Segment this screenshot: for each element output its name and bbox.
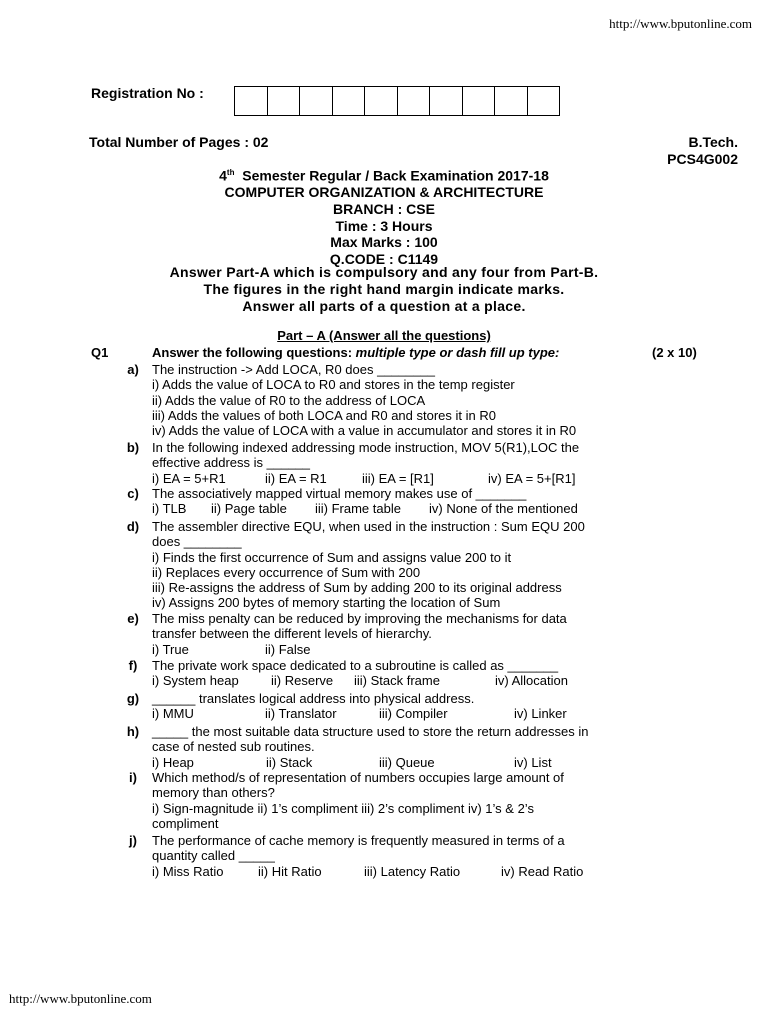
item-body: [152, 611, 632, 657]
option: iv) List: [514, 754, 552, 770]
option: iii) Compiler: [379, 706, 448, 722]
options-row: [152, 642, 632, 657]
item-label: a): [127, 362, 139, 377]
option: iv) None of the mentioned: [429, 501, 578, 517]
option: iii) Frame table: [315, 501, 401, 517]
option: iv) Linker: [514, 706, 567, 722]
option: ii) Stack: [266, 754, 313, 770]
item-line: Which method/s of representation of numbers occupies large amount of: [152, 770, 564, 785]
semester-line: [0, 165, 768, 184]
option: i) EA = 5+R1: [152, 470, 226, 486]
item-label: j): [129, 833, 137, 848]
option: iv) Read Ratio: [501, 863, 584, 879]
item-body: [152, 519, 632, 611]
item-line: The performance of cache memory is frequently measured in terms of a: [152, 833, 565, 848]
option: iv) Allocation: [495, 673, 568, 689]
option: iii) EA = [R1]: [362, 470, 434, 486]
item-body: [152, 658, 632, 689]
item-line: i) Finds the first occurrence of Sum and assigns value 200 to it: [152, 549, 512, 565]
option: iii) Stack frame: [354, 673, 440, 689]
semester-number: 4: [219, 167, 227, 184]
options-row: [152, 471, 632, 486]
item-line: quantity called _____: [152, 848, 275, 864]
item-line: case of nested sub routines.: [152, 739, 315, 755]
item-label: d): [126, 519, 140, 534]
item-line: iii) Adds the values of both LOCA and R0 and stores it in R0: [152, 407, 496, 423]
question-text-italic: multiple type or dash fill up type:: [355, 345, 560, 360]
option: i) TLB: [152, 501, 187, 517]
item-label: f): [128, 658, 138, 673]
question-text: [152, 345, 559, 360]
max-marks: Max Marks : 100: [330, 234, 438, 251]
degree-block: [667, 134, 738, 168]
semester-text: Semester Regular / Back Examination 2017-18: [242, 167, 549, 184]
semester-suffix: th: [226, 168, 235, 177]
option: iv) EA = 5+[R1]: [488, 470, 576, 486]
item-body: [152, 724, 632, 770]
course-title: COMPUTER ORGANIZATION & ARCHITECTURE: [224, 184, 544, 201]
question-marks: (2 x 10): [652, 345, 697, 360]
instruction-line: Answer all parts of a question at a place.: [242, 298, 526, 314]
options-row: [152, 501, 632, 516]
item-line: effective address is ______: [152, 455, 311, 471]
registration-digit-box: [463, 87, 496, 115]
item-line: iv) Adds the value of LOCA with a value in accumulator and stores it in R0: [152, 423, 577, 439]
registration-digit-box: [528, 87, 560, 115]
option: ii) Page table: [211, 501, 287, 517]
part-a-title-text: Part – A (Answer all the questions): [277, 328, 491, 343]
item-body: [152, 440, 632, 486]
question-text-plain: Answer the following questions:: [152, 345, 356, 360]
question-code: Q.CODE : C1149: [329, 251, 439, 268]
options-row: [152, 673, 632, 688]
option: ii) False: [265, 641, 311, 657]
item-line: The instruction -> Add LOCA, R0 does ________: [152, 362, 435, 377]
item-label: b): [126, 440, 140, 455]
option: i) Miss Ratio: [152, 863, 224, 879]
option: i) Heap: [152, 754, 194, 770]
item-line: iv) Assigns 200 bytes of memory starting the location of Sum: [152, 595, 501, 611]
option: ii) Reserve: [271, 673, 334, 689]
exam-header: [0, 165, 768, 268]
item-label: g): [126, 691, 140, 706]
item-line: i) Sign-magnitude ii) 1’s compliment iii) 2’s compliment iv) 1’s & 2’s: [152, 800, 534, 816]
registration-digit-box: [365, 87, 398, 115]
registration-digit-box: [398, 87, 431, 115]
time: Time : 3 Hours: [335, 217, 433, 234]
item-body: [152, 833, 632, 879]
item-line: does ________: [152, 534, 242, 550]
instruction-line: Answer Part-A which is compulsory and any four from Part-B.: [169, 264, 599, 280]
option: iii) Latency Ratio: [364, 863, 461, 879]
options-row: [152, 706, 632, 721]
item-line: In the following indexed addressing mode instruction, MOV 5(R1),LOC the: [152, 440, 580, 455]
item-line: compliment: [152, 815, 219, 831]
options-row: [152, 755, 632, 770]
item-label: i): [129, 770, 137, 785]
item-line: ii) Replaces every occurrence of Sum with 200: [152, 564, 421, 580]
item-line: The assembler directive EQU, when used in the instruction : Sum EQU 200: [152, 519, 585, 534]
item-body: [152, 691, 632, 722]
watermark-url-top: http://www.bputonline.com: [609, 16, 752, 31]
option: ii) Hit Ratio: [258, 863, 322, 879]
item-body: [152, 362, 632, 438]
instruction-line: The figures in the right hand margin indicate marks.: [203, 281, 565, 297]
item-body: [152, 486, 632, 517]
total-pages: Total Number of Pages : 02: [89, 134, 269, 150]
registration-label: Registration No :: [91, 85, 204, 101]
watermark-url-bottom: http://www.bputonline.com: [9, 991, 152, 1006]
item-line: memory than others?: [152, 785, 275, 801]
registration-digit-box: [268, 87, 301, 115]
item-body: [152, 770, 632, 831]
option: i) True: [152, 641, 189, 657]
item-label: e): [127, 611, 139, 626]
question-number: Q1: [91, 345, 109, 360]
subject-code: PCS4G002: [667, 151, 738, 167]
registration-digit-box: [235, 87, 268, 115]
item-line: The private work space dedicated to a subroutine is called as _______: [152, 658, 559, 673]
item-line: transfer between the different levels of hierarchy.: [152, 626, 432, 642]
option: i) MMU: [152, 706, 194, 722]
option: i) System heap: [152, 673, 239, 689]
option: ii) Translator: [265, 706, 337, 722]
part-a-title: [0, 328, 768, 343]
branch: BRANCH : CSE: [333, 201, 435, 218]
item-line: _____ the most suitable data structure used to store the return addresses in: [152, 724, 589, 739]
item-label: h): [126, 724, 140, 739]
instructions: [0, 264, 768, 315]
registration-digit-box: [333, 87, 366, 115]
degree: B.Tech.: [688, 134, 738, 150]
options-row: [152, 864, 632, 879]
registration-digit-box: [300, 87, 333, 115]
item-line: i) Adds the value of LOCA to R0 and stores in the temp register: [152, 377, 515, 393]
item-line: iii) Re-assigns the address of Sum by adding 200 to its original address: [152, 580, 562, 596]
option: ii) EA = R1: [265, 470, 327, 486]
item-line: ii) Adds the value of R0 to the address of LOCA: [152, 392, 426, 408]
registration-digit-box: [430, 87, 463, 115]
item-label: c): [127, 486, 139, 501]
option: iii) Queue: [379, 754, 435, 770]
item-line: The miss penalty can be reduced by improving the mechanisms for data: [152, 611, 567, 626]
registration-digit-box: [495, 87, 528, 115]
item-line: The associatively mapped virtual memory makes use of _______: [152, 486, 527, 501]
registration-number-boxes: [234, 86, 560, 116]
item-line: ______ translates logical address into physical address.: [152, 691, 475, 706]
